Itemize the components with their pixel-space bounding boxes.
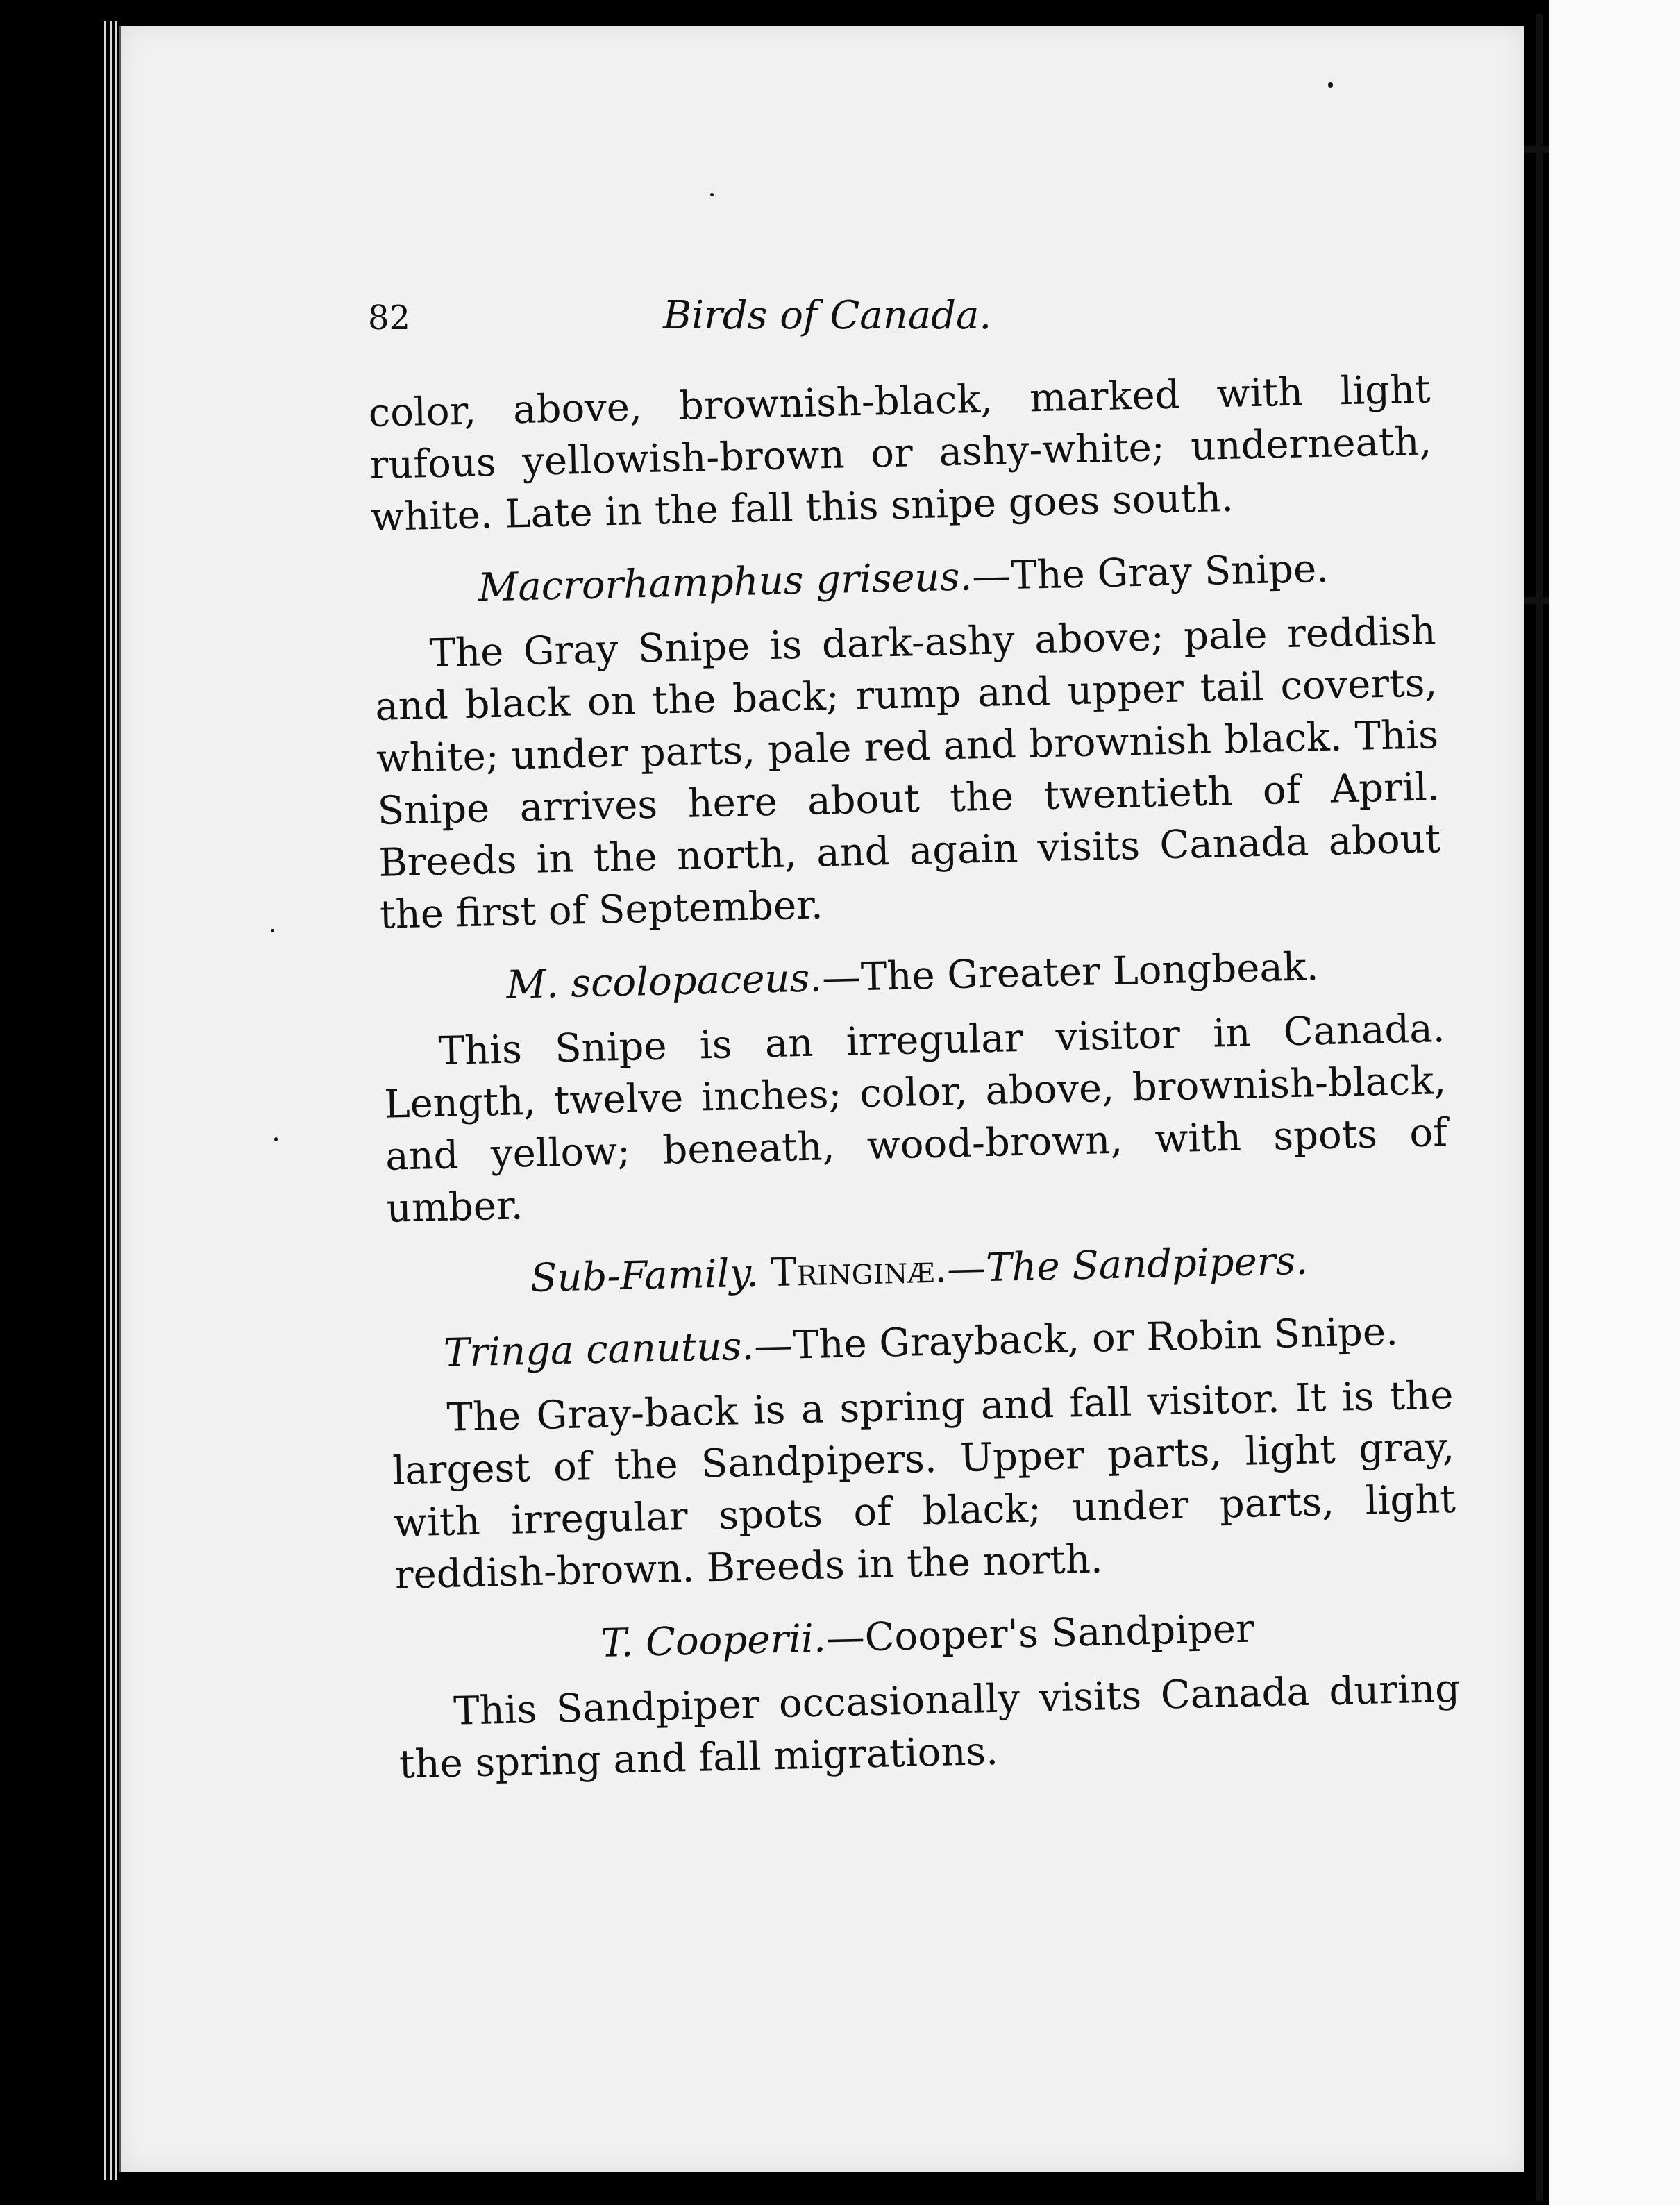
page-number: 82	[368, 299, 411, 337]
page-edge	[110, 21, 112, 2180]
book-page	[119, 26, 1524, 2172]
page-edge	[115, 21, 117, 2180]
paragraph-coopers-sandpiper: This Sandpiper occasionally visits Canada during the spring and fall migrations.	[398, 1666, 1461, 1788]
paragraph-continuation: color, above, brownish-black, marked with light rufous yellowish-brown or ashy-white; underneath, white. Late in the fall this snipe goes south.	[368, 367, 1432, 540]
paragraph-grayback: The Gray-back is a spring and fall visitor. It is the largest of the Sandpipers. Upper parts, light gray, with irregular spots of black; under parts, light reddish-brown. Breeds in the north.	[392, 1372, 1456, 1598]
latin-name: Tringa canutus.	[443, 1323, 755, 1376]
species-heading-greater-longbeak	[381, 938, 1444, 1014]
speck	[274, 1137, 278, 1141]
species-heading-gray-snipe	[372, 540, 1435, 617]
speck	[1328, 82, 1333, 88]
species-heading-coopers-sandpiper	[396, 1598, 1459, 1675]
latin-name: Macrorhamphus griseus.	[478, 554, 973, 611]
species-heading-grayback	[389, 1305, 1452, 1381]
speck	[710, 193, 714, 196]
running-title: Birds of Canada.	[663, 293, 992, 338]
latin-name: T. Cooperii.	[600, 1616, 827, 1666]
subfamily-label: Sub-Family.	[530, 1250, 759, 1302]
paragraph-greater-longbeak: This Snipe is an irregular visitor in Canada. Length, twelve inches; color, above, brownish-black, and yellow; beneath, wood-brown, with spots of umber.	[383, 1006, 1448, 1232]
page-edge	[104, 21, 106, 2180]
running-head	[121, 293, 1524, 347]
subfamily-common: —The Sandpipers.	[946, 1238, 1309, 1292]
speck	[271, 929, 274, 932]
facing-page-edge	[1549, 0, 1680, 2205]
gutter-rule	[1536, 14, 1543, 2201]
subfamily-heading	[387, 1232, 1450, 1308]
page-body	[368, 363, 1461, 1791]
latin-name: M. scolopaceus.	[505, 955, 823, 1008]
paragraph-gray-snipe: The Gray Snipe is dark-ashy above; pale reddish and black on the back; rump and upper tail coverts, white; under parts, pale red and brownish black. This Snipe arrives here about the twentieth of April. Breeds in the north, and again visits Canada about the first of September.	[374, 608, 1441, 938]
common-name: —The Grayback, or Robin Snipe.	[753, 1309, 1399, 1369]
common-name: —Cooper's Sandpiper	[825, 1606, 1255, 1661]
subfamily-name: Tringinæ.	[770, 1246, 948, 1296]
common-name: —The Gray Snipe.	[971, 546, 1329, 600]
common-name: —The Greater Longbeak.	[821, 944, 1320, 1001]
